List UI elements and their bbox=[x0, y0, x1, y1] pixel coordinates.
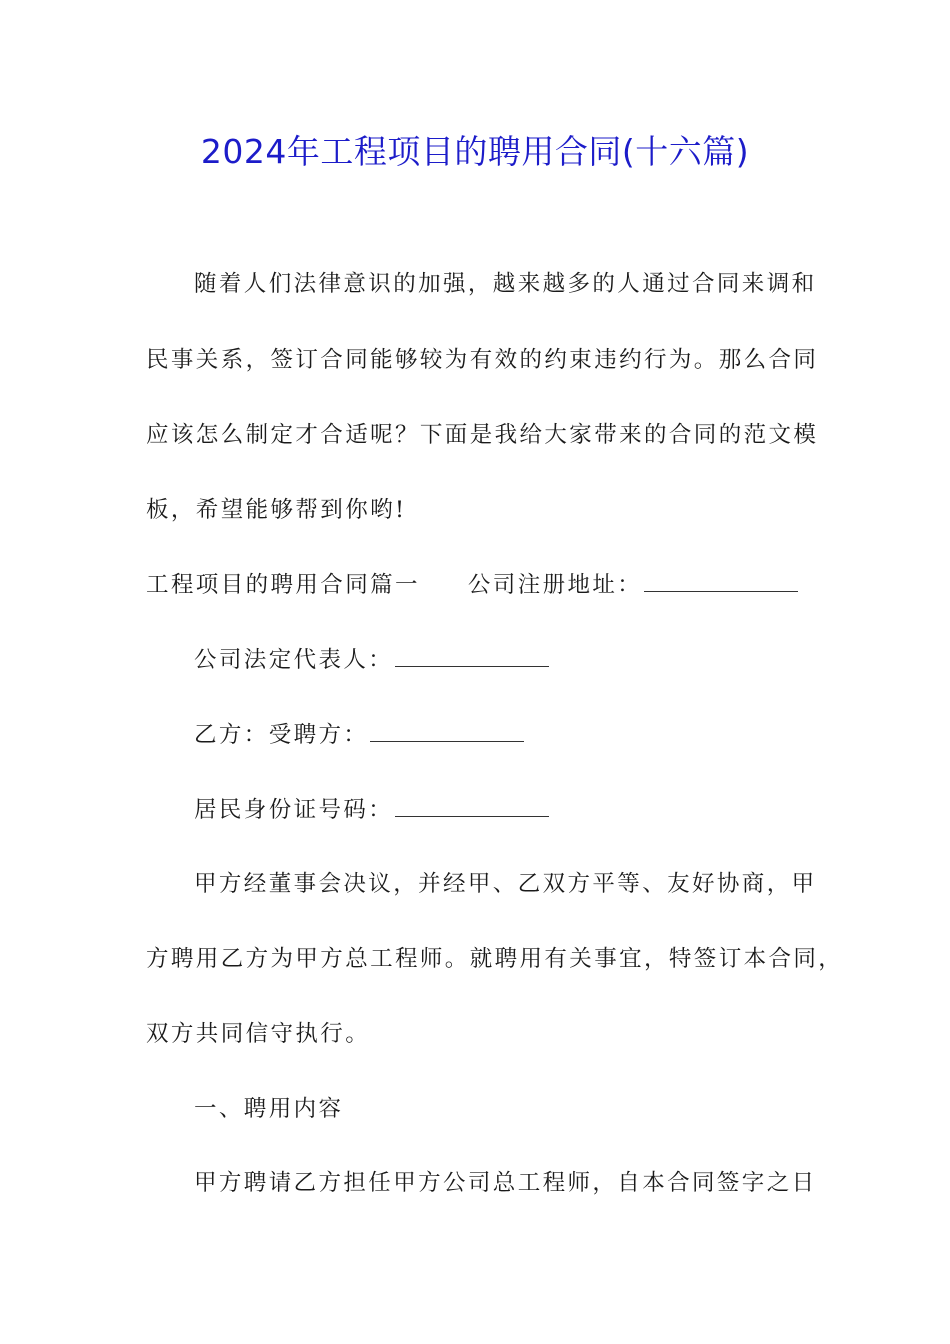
document-title: 2024年工程项目的聘用合同(十六篇) bbox=[200, 132, 750, 171]
legal-rep-label: 公司法定代表人： bbox=[194, 647, 394, 673]
company-address-blank bbox=[644, 571, 798, 592]
clause-1-line-1: 甲方聘请乙方担任甲方公司总工程师，自本合同签字之日 bbox=[194, 1170, 817, 1196]
id-number-label: 居民身份证号码： bbox=[194, 797, 394, 823]
clause-1-heading: 一、聘用内容 bbox=[194, 1096, 344, 1122]
legal-rep-blank bbox=[395, 646, 549, 667]
body-line-3: 双方共同信守执行。 bbox=[146, 1021, 371, 1047]
intro-line-1: 随着人们法律意识的加强，越来越多的人通过合同来调和 bbox=[194, 271, 817, 297]
id-number-row bbox=[194, 794, 549, 826]
legal-rep-row bbox=[194, 644, 549, 676]
party-b-row bbox=[194, 719, 524, 751]
company-address-label: 公司注册地址： bbox=[467, 572, 643, 598]
intro-line-2: 民事关系，签订合同能够较为有效的约束违约行为。那么合同 bbox=[146, 347, 819, 373]
body-line-2: 方聘用乙方为甲方总工程师。就聘用有关事宜，特签订本合同， bbox=[146, 946, 844, 972]
section-heading: 工程项目的聘用合同篇一 bbox=[146, 572, 420, 598]
id-number-blank bbox=[395, 796, 549, 817]
party-b-label: 乙方：受聘方： bbox=[194, 722, 369, 748]
body-line-1: 甲方经董事会决议，并经甲、乙双方平等、友好协商，甲 bbox=[194, 871, 817, 897]
party-b-blank bbox=[370, 721, 524, 742]
intro-line-4: 板，希望能够帮到你哟! bbox=[146, 497, 407, 523]
section-heading-row bbox=[146, 569, 798, 601]
intro-line-3: 应该怎么制定才合适呢？下面是我给大家带来的合同的范文模 bbox=[146, 422, 819, 448]
